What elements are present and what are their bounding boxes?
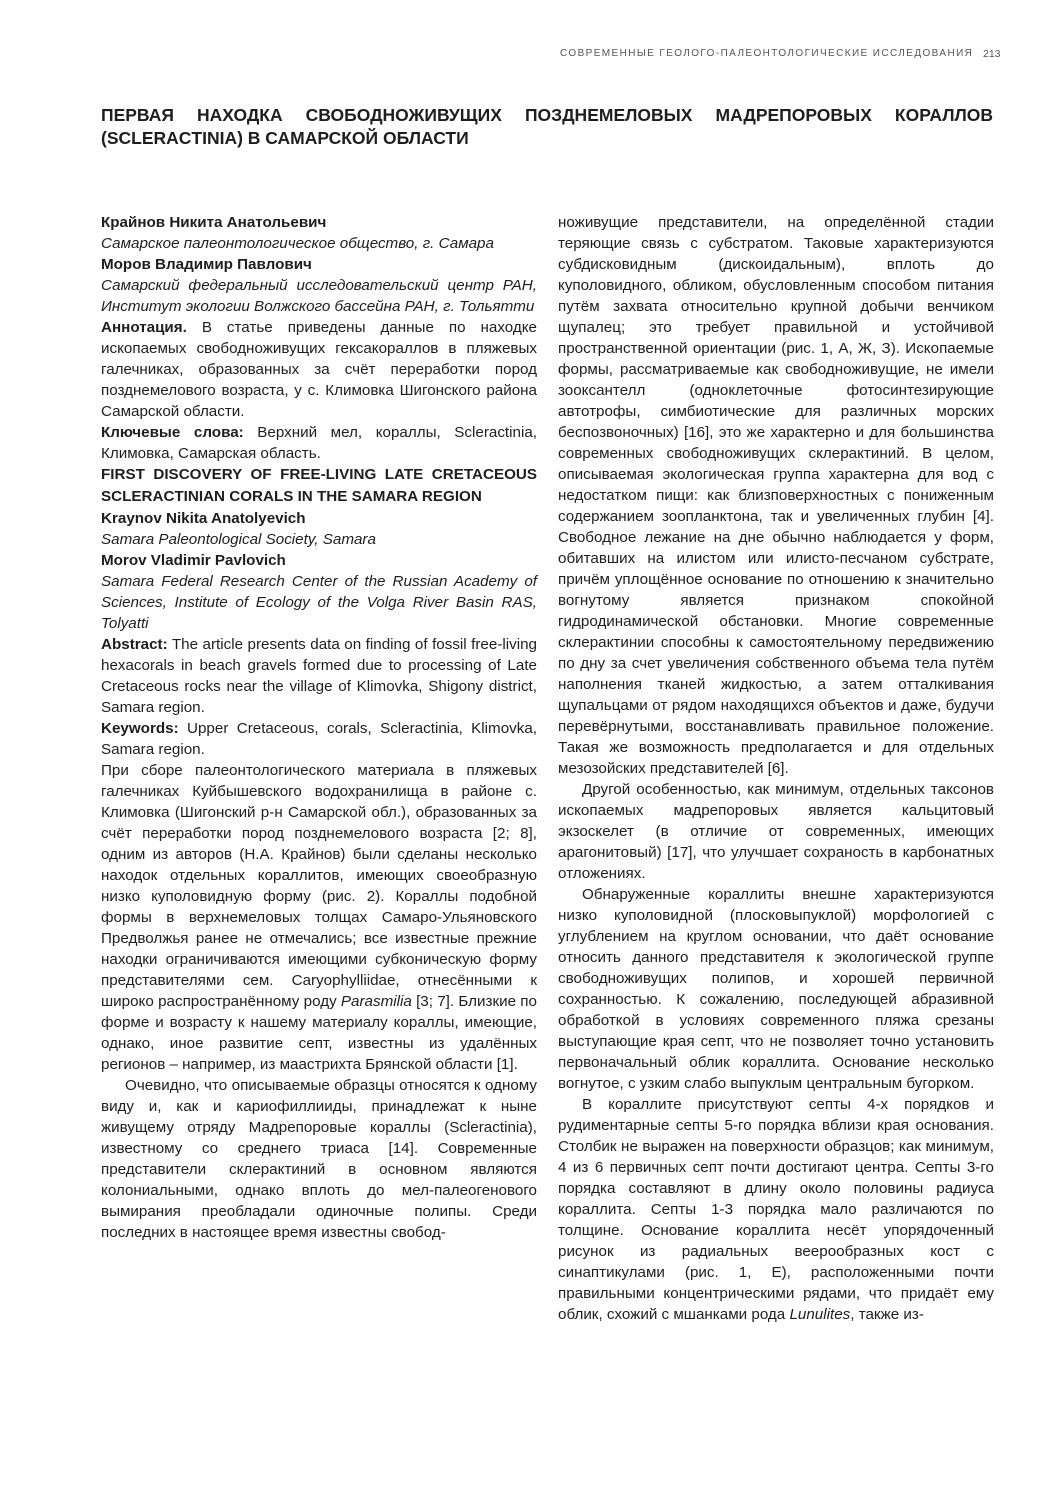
left-column [101,212,537,1243]
genus-parasmilia: Parasmilia [340,993,412,1010]
abstract-en-label: Abstract: [101,636,168,653]
body-paragraph-6-text: В кораллите присутствуют септы 4-х порядков и рудиментарные септы 5-го порядка вблизи края основания. Столбик не выражен на поверхности образцов; как минимум, 4 из 6 первичных септ почти достигают центра. Септы 3-го порядка составляют в длину около половины радиуса кораллита. Септы 1-3 порядка мало различаются по толщине. Основание кораллита несёт упорядоченный рисунок из радиальных веерообразных кост с синаптикулами (рис. 1, Е), расположенными почти правильными концентрическими рядами, что придаёт ему облик, схожий с мшанками рода [558,1096,994,1323]
abstract-ru [101,317,537,422]
body-paragraph-5: Обнаруженные кораллиты внешне характеризуются низко куполовидной (плосковыпуклой) морфологией с углублением на круглом основании, что даёт основание относить данного представителя к экологической группе свободноживущих полипов, и хорошей первичной сохранностью. К сожалению, последующей абразивной обработкой в условиях современного пляжа срезаны выступающие края септ, что не позволяет точно установить первоначальный облик кораллита. Основание несколько вогнутое, с узким слабо выпуклым центральным бугорком. [558,886,994,1092]
article-title: ПЕРВАЯ НАХОДКА СВОБОДНОЖИВУЩИХ ПОЗДНЕМЕЛОВЫХ МАДРЕПОРОВЫХ КОРАЛЛОВ (SCLERACTINIA) В САМАРСКОЙ ОБЛАСТИ [101,105,993,148]
abstract-en [101,634,537,718]
running-header: СОВРЕМЕННЫЕ ГЕОЛОГО-ПАЛЕОНТОЛОГИЧЕСКИЕ ИССЛЕДОВАНИЯ [560,48,974,59]
affiliation-ru-2: Самарский федеральный исследовательский центр РАН, Институт экологии Волжского бассейна РАН, г. Тольятти [101,277,537,315]
abstract-ru-label: Аннотация. [101,319,187,336]
affiliation-en-1: Samara Paleontological Society, Samara [101,531,376,548]
body-paragraph-4: Другой особенностью, как минимум, отдельных таксонов ископаемых мадрепоровых является кальцитовый экзоскелет (в отличие от современных, имеющих арагонитовый) [17], что улучшает сохраность в карбонатных отложениях. [558,781,994,882]
keywords-en-text: Upper Cretaceous, corals, Scleractinia, Klimovka, Samara region. [101,720,537,758]
keywords-ru-label: Ключевые слова: [101,424,244,441]
abstract-ru-text: В статье приведены данные по находке ископаемых свободноживущих гексакораллов в пляжевых галечниках, образованных за счёт переработки пород позднемелового возраста, у с. Климовка Шигонского района Самарской области. [101,319,537,420]
body-paragraph-2: Очевидно, что описываемые образцы относятся к одному виду и, как и кариофиллииды, принадлежат к ныне живущему отряду Мадрепоровые кораллы (Scleractinia), известному со среднего триаса [14]. Современные представители склерактиний в основном являются колониальными, однако вплоть до мел-палеогенового вымирания преобладали одиночные полипы. Среди последних в настоящее время известны свобод- [101,1077,537,1241]
author-ru-1: Крайнов Никита Анатольевич [101,214,327,231]
body-paragraph-6-end: , также из- [850,1306,924,1323]
keywords-ru [101,422,537,464]
author-en-2: Morov Vladimir Pavlovich [101,552,286,569]
keywords-ru-text: Верхний мел, кораллы, Scleractinia, Климовка, Самарская область. [101,424,537,462]
body-paragraph-1 [101,760,537,1075]
body-paragraph-1-text: При сборе палеонтологического материала в пляжевых галечниках Куйбышевского водохранилища в районе с. Климовка (Шигонский р-н Самарской обл.), образованных за счёт переработки пород позднемелового возраста [2; 8], одним из авторов (Н.А. Крайнов) были сделаны несколько находок отдельных кораллитов, имеющих своеобразную низко куполовидную форму (рис. 2). Кораллы подобной формы в верхнемеловых толщах Самаро-Ульяновского Предволжья ранее не отмечались; все известные прежние находки ограничиваются имеющими субконическую форму представителями сем. Caryophylliidae, отнесёнными к широко распространённому роду [101,762,537,1010]
body-paragraph-3: ноживущие представители, на определённой стадии теряющие связь с субстратом. Таковые характеризуются субдисковидным (дискоидальным), вплоть до куполовидного, обликом, обусловленным способом питания путём захвата относительно крупной добычи венчиком щупалец; это требует правильной и устойчивой пространственной ориентации (рис. 1, А, Ж, З). Ископаемые формы, рассматриваемые как свободноживущие, не имели зооксантелл (одноклеточные фотосинтезирующие автотрофы, симбиотические для различных морских беспозвоночных) [16], это же характерно и для большинства современных свободноживущих склерактиний. В целом, описываемая экологическая группа характерна для вод с недостатком пищи: как близповерхностных с пониженным содержанием зоопланктона, так и увеличенных глубин [4]. Свободное лежание на дне обычно наблюдается у форм, обитавших на илистом или илисто-песчаном субстрате, причём уплощённое основание по отношению к значительно вогнутому является признаком спокойной гидродинамической обстановки. Многие современные склерактинии способны к самостоятельному передвижению по дну за счет увеличения собственного объема тела путём наполнения тканей жидкостью, а затем отталкивания щупальцами от рядом находящихся объектов и даже, будучи перевёрнутыми, восстанавливать правильное положение. Такая же возможность предполагается и для отдельных мезозойских представителей [6]. [558,214,994,777]
keywords-en-label: Keywords: [101,720,179,737]
body-paragraph-1-end: [3; 7]. Близкие по форме и возрасту к нашему материалу кораллы, имеющие, однако, иное развитие септ, известны из удалённых регионов – например, из маастрихта Брянской области [1]. [101,993,537,1073]
page-number: 213 [983,48,1001,60]
keywords-en [101,718,537,760]
body-paragraph-6 [558,1094,994,1325]
abstract-en-text: The article presents data on finding of fossil free-living hexacorals in beach gravels formed due to processing of Late Cretaceous rocks near the village of Klimovka, Shigony district, Samara region. [101,636,537,716]
right-column [558,212,994,1325]
affiliation-en-2: Samara Federal Research Center of the Russian Academy of Sciences, Institute of Ecology of the Volga River Basin RAS, Tolyatti [101,573,537,632]
author-en-1: Kraynov Nikita Anatolyevich [101,510,306,527]
author-ru-2: Моров Владимир Павлович [101,256,312,273]
affiliation-ru-1: Самарское палеонтологическое общество, г. Самара [101,235,494,252]
genus-lunulites: Lunulites [789,1306,851,1323]
english-title: FIRST DISCOVERY OF FREE-LIVING LATE CRETACEOUS SCLERACTINIAN CORALS IN THE SAMARA REGION [101,466,537,505]
